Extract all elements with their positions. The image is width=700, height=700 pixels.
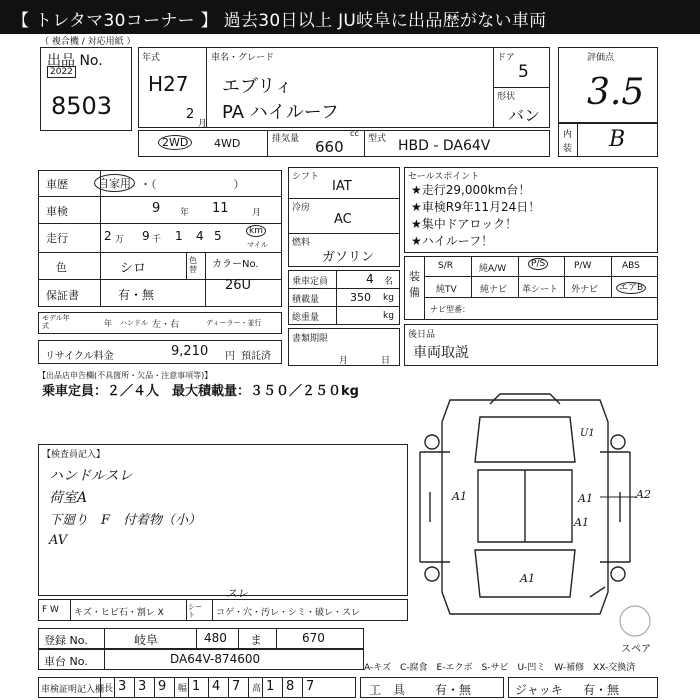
post-notes-box — [404, 324, 658, 366]
displacement-value: 660 — [315, 138, 344, 156]
registration-class: 480 — [204, 631, 227, 645]
recycle-value: 9,210 — [171, 344, 209, 359]
cert-digit: 1 — [192, 679, 201, 694]
aircon-value: AC — [334, 212, 352, 227]
model-code-value: HBD - DA64V — [398, 138, 491, 154]
jack-label: ジャッキ — [515, 683, 563, 697]
cert-digit: 7 — [232, 679, 241, 694]
interior-label-1: 内 — [563, 130, 573, 140]
spare-circle — [618, 604, 652, 638]
fuel-value: ガソリン — [322, 250, 375, 265]
equip-abs: ABS — [622, 261, 640, 271]
glass-seat: シート — [188, 603, 202, 619]
doors-value: 5 — [518, 62, 529, 82]
car-grade: PA ハイルーフ — [222, 102, 339, 123]
model-year-month-unit: 月 — [198, 119, 208, 129]
mileage-digit-5: 1 — [175, 229, 183, 243]
glass-fw: F W — [42, 605, 59, 615]
inspection-label: 車検 — [46, 205, 68, 218]
docs-unit: 月 — [339, 356, 349, 366]
registration-number: 670 — [302, 631, 325, 645]
cert-digit: 8 — [286, 679, 295, 694]
sales-points-label: セールスポイント — [408, 172, 480, 182]
mileage-digit-7: 5 — [214, 229, 222, 243]
mileage-unit-mile: マイル — [247, 241, 268, 249]
fuel-label: 燃料 — [292, 238, 311, 248]
damage-mark-center: A1 — [578, 492, 593, 505]
tools-value: 有・無 — [435, 683, 472, 697]
car-name: エブリィ — [222, 76, 293, 97]
load-label: 積載量 — [292, 295, 320, 305]
lot-number: 8503 — [51, 92, 113, 120]
interior-box — [558, 123, 658, 157]
shape-value: バン — [508, 106, 541, 125]
color-change-label: 色替 — [189, 256, 197, 274]
inspection-year: 9 — [152, 201, 161, 216]
drive-4wd: 4WD — [214, 137, 241, 150]
model-year-value: H27 — [148, 72, 189, 96]
equip-tv: 純TV — [436, 285, 457, 295]
docs-unit-day: 日 — [381, 356, 391, 366]
model-row-handle: ハンドル — [120, 319, 148, 327]
model-row-label: モデル年式 — [42, 314, 70, 330]
interior-label-2: 装 — [563, 144, 573, 154]
damage-mark-side: A1 — [574, 516, 589, 529]
shape-label: 形状 — [497, 92, 516, 102]
mileage-digit-6: 4 — [196, 229, 204, 243]
sales-point-3: ★集中ドアロック！ — [411, 217, 518, 231]
capacity-value: 4 — [366, 272, 374, 286]
sales-points-box — [404, 167, 658, 253]
lot-box — [40, 47, 132, 131]
sales-point-1: ★走行29,000km台！ — [411, 183, 531, 197]
equip-airbag: エアB — [616, 280, 646, 293]
damage-arrow — [600, 492, 640, 502]
model-row-handle-opts: 左・右 — [152, 320, 180, 330]
cert-label: 車検証明記入欄 — [41, 685, 105, 695]
registration-place: 岐阜 — [134, 633, 159, 647]
mileage-unit-km: km — [246, 226, 266, 236]
cert-digit: 4 — [212, 679, 221, 694]
inspector-note-4: AV — [49, 533, 68, 548]
glass-right: コゲ・穴・汚レ・シミ・破レ・スレ — [216, 608, 361, 618]
score-value: 3.5 — [587, 72, 645, 113]
docs-box — [288, 328, 400, 366]
car-diagram — [410, 392, 640, 622]
cert-digit: 9 — [158, 679, 167, 694]
color-code-label: カラーNo. — [212, 259, 259, 270]
equip-navi-model: ナビ型番： — [430, 305, 470, 314]
inspection-month: 11 — [212, 201, 229, 216]
sales-point-2: ★車検R9年11月24日！ — [411, 200, 541, 214]
model-code-label: 型式 — [368, 134, 387, 144]
equip-navi: 純ナビ — [480, 285, 508, 295]
inspector-label: 【検査員記入】 — [42, 450, 106, 460]
color-code: 26U — [225, 278, 252, 293]
cert-digit: 3 — [118, 679, 127, 694]
inspection-month-unit: 月 — [252, 208, 262, 218]
post-notes-label: 後日品 — [408, 330, 436, 340]
model-year-month: 2 — [186, 107, 195, 122]
recycle-label: リサイクル料金 — [45, 351, 114, 362]
damage-mark-right: A2 — [636, 488, 651, 501]
cert-dimension-label: 幅 — [178, 684, 188, 694]
recycle-unit: 円 — [225, 351, 235, 362]
mileage-digit-4: 千 — [152, 235, 162, 245]
equip-ps: P/S — [528, 259, 548, 269]
inspector-note-1: ハンドルスレ — [49, 468, 133, 484]
recycle-box — [38, 340, 282, 364]
inspector-box — [38, 444, 408, 596]
shift-label: シフト — [292, 172, 320, 182]
tools-row — [360, 677, 504, 698]
cert-digit: 3 — [138, 679, 147, 694]
gross-unit: kg — [383, 311, 394, 321]
registration-kana: ま — [250, 633, 263, 647]
load-value: 350 — [350, 291, 371, 304]
mileage-digit-3: 9 — [142, 229, 150, 243]
spare-label: スペア — [621, 644, 651, 655]
registration-label: 登録 No. — [44, 634, 88, 647]
top-note: （ 複合機 / 対応用紙 ） — [40, 37, 136, 47]
model-row-year-unit: 年 — [104, 319, 112, 328]
damage-mark-top: U1 — [580, 428, 595, 439]
load-unit: kg — [383, 293, 394, 303]
cert-dimension-label: 長 — [104, 684, 114, 694]
history-value: 自家用 — [94, 174, 135, 192]
color-label: 色 — [56, 261, 67, 274]
mileage-digit-2: 万 — [115, 235, 125, 245]
shift-value: IAT — [332, 179, 352, 194]
equip-ext-navi: 外ナビ — [571, 285, 599, 295]
displacement-unit: cc — [350, 129, 359, 138]
inspection-year-unit: 年 — [180, 208, 190, 218]
history-label: 車歴 — [46, 178, 68, 191]
banner-text: 【 トレタマ30コーナー 】 過去30日以上 JU岐阜に出品歴がない車両 — [12, 11, 547, 31]
model-year-label: 年式 — [142, 53, 161, 63]
mileage-digit-1: 2 — [104, 229, 112, 243]
history-suffix: ・（ ） — [140, 178, 245, 191]
gross-label: 総重量 — [292, 313, 320, 323]
sales-point-4: ★ハイルーフ！ — [411, 234, 494, 248]
car-name-label: 車名・グレード — [211, 53, 275, 63]
drive-2wd: 2WD — [158, 135, 192, 150]
damage-legend: A-キズ C-腐食 E-エクボ S-サビ U-凹ミ W-補修 XX-交換済 — [364, 663, 636, 673]
glass-left: キズ・ヒビ石・割レ X — [74, 608, 164, 618]
equip-aw: 純A/W — [479, 264, 507, 274]
capacity-unit: 名 — [384, 277, 394, 287]
declaration-label: 【出品店申告欄(不具箇所・欠品・注意事項等)】 — [38, 371, 213, 380]
chassis-value: DA64V-874600 — [170, 652, 261, 666]
inspector-note-2: 荷室A — [49, 490, 88, 506]
glass-hand-note: スレ — [226, 587, 248, 600]
cert-dimension-label: 高 — [252, 684, 262, 694]
post-notes-value: 車両取説 — [413, 345, 469, 361]
warranty-label: 保証書 — [46, 289, 79, 302]
score-box — [558, 47, 658, 123]
lot-label: 出品 No. — [47, 53, 103, 69]
equip-pw: P/W — [574, 261, 592, 271]
jack-value: 有・無 — [583, 683, 620, 697]
inspector-note-3: 下廻り F 付着物（小） — [49, 513, 202, 528]
declaration-text: 乗車定員：２／４人 最大積載量：３５０／２５０kg — [42, 384, 359, 399]
chassis-label: 車台 No. — [44, 655, 88, 668]
aircon-label: 冷房 — [292, 203, 311, 213]
tools-label: 工 具 — [369, 683, 406, 697]
docs-label: 書類期限 — [292, 334, 329, 344]
warranty-value: 有・無 — [118, 288, 155, 302]
recycle-note: 預託済 — [241, 351, 271, 362]
equip-leather: 革シート — [522, 285, 559, 295]
lot-year-stamp: 2022 — [47, 66, 76, 78]
jack-row — [508, 677, 658, 698]
interior-value: B — [609, 127, 626, 152]
equipment-label-2: 備 — [409, 286, 420, 299]
doors-label: ドア — [497, 53, 515, 63]
mileage-label: 走行 — [46, 232, 68, 245]
damage-mark-left: A1 — [452, 490, 467, 503]
cert-digit: 7 — [306, 679, 315, 694]
color-value: シロ — [120, 261, 147, 276]
model-row-dealer: ディーラー・並行 — [206, 319, 262, 327]
damage-mark-rear: A1 — [520, 572, 535, 585]
capacity-label: 乗車定員 — [292, 277, 329, 287]
equip-sr: S/R — [438, 261, 453, 271]
displacement-label: 排気量 — [272, 134, 300, 144]
banner — [0, 0, 700, 34]
equipment-label-1: 装 — [409, 270, 420, 283]
cert-digit: 1 — [266, 679, 275, 694]
score-label: 評価点 — [587, 53, 615, 63]
